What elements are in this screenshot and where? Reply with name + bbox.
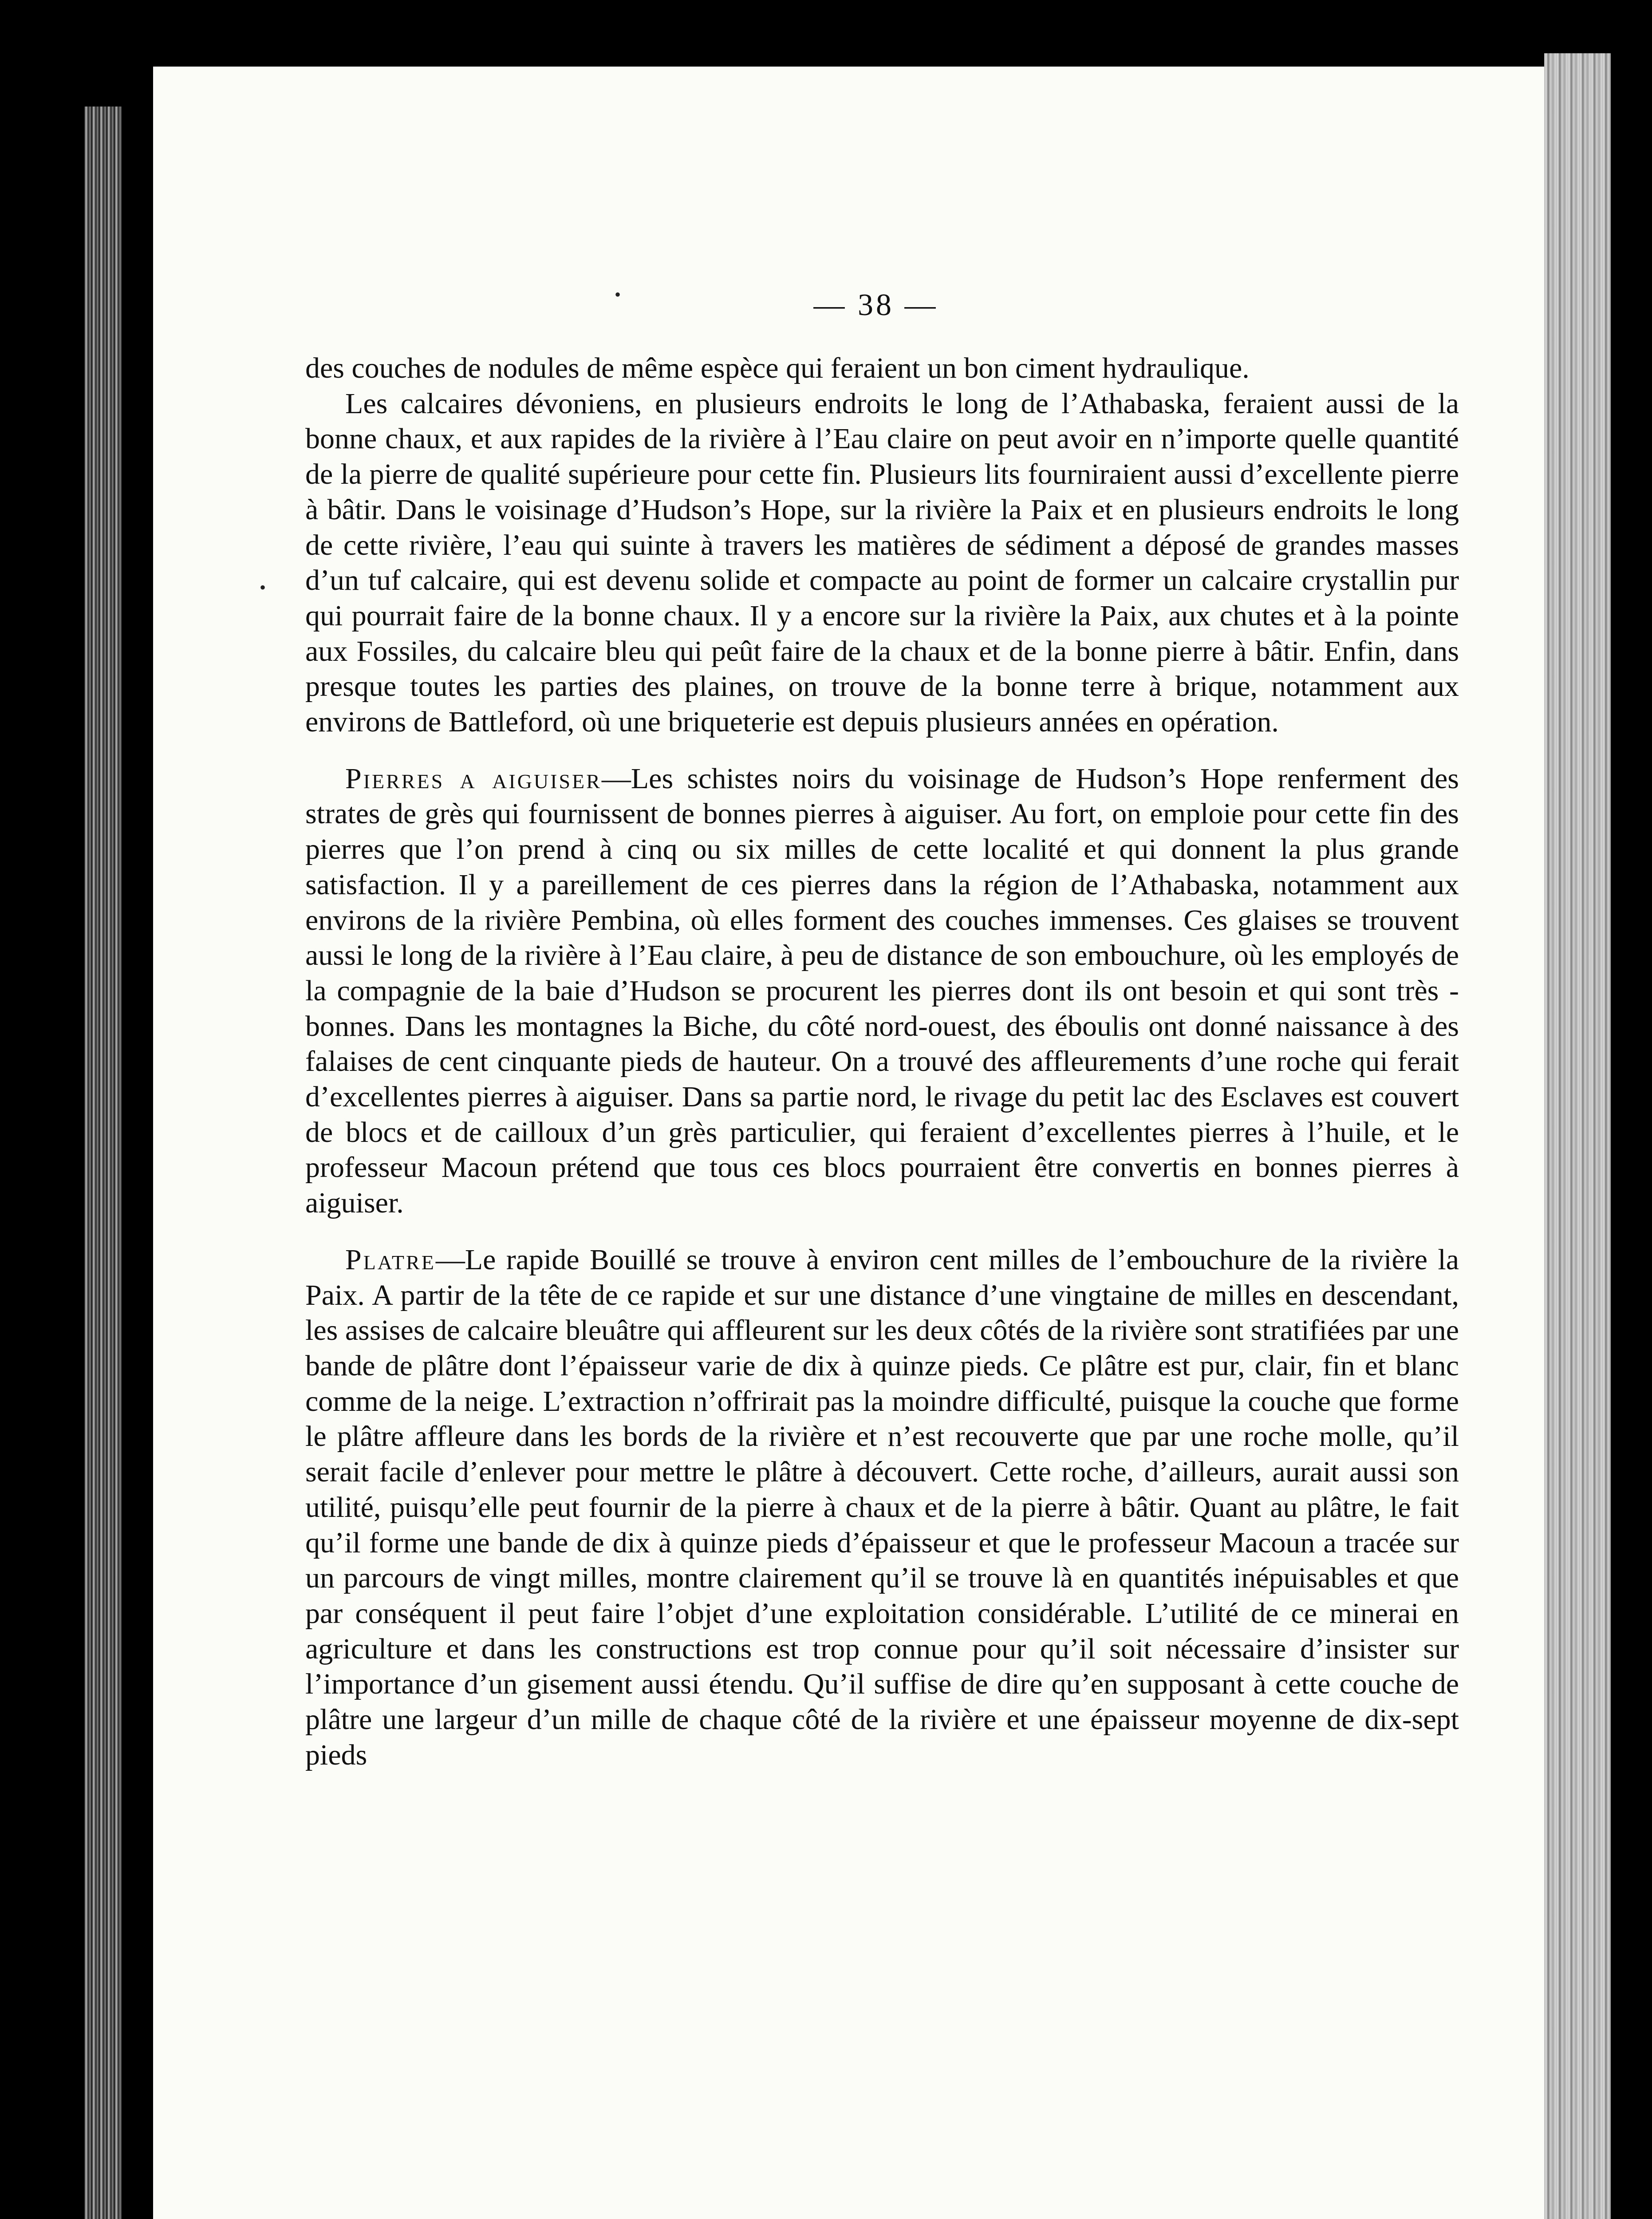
body-text xyxy=(305,351,1459,1773)
paragraph-text: —Le rapide Bouillé se trouve à environ cent milles de l’embouchure de la rivière la Paix. A partir de la tête de ce rapide et sur une distance d’une vingtaine de milles en descendant, les assises de calcaire bleuâtre qui affleurent sur les deux côtés de la rivière sont stratifiées par une bande de plâtre dont l’épaisseur varie de dix à quinze pieds. Ce plâtre est pur, clair, fin et blanc comme de la neige. L’extraction n’offrirait pas la moindre difficulté, puisque la couche que forme le plâtre affleure dans les bords de la rivière et n’est recouverte que par une roche molle, qu’il serait facile d’enlever pour mettre le plâtre à découvert. Cette roche, d’ailleurs, aurait aussi son utilité, puisqu’elle peut fournir de la pierre à chaux et de la pierre à bâtir. Quant au plâtre, le fait qu’il forme une bande de dix à quinze pieds d’épaisseur et que le professeur Macoun a tracée sur un parcours de vingt milles, montre clairement qu’il se trouve là en quantités inépuisables et que par conséquent il peut faire l’objet d’une exploitation considérable. L’utilité de ce minerai en agriculture et dans les constructions est trop connue pour qu’il soit nécessaire d’insister sur l’importance d’un gisement aussi étendu. Qu’il suffise de dire qu’en supposant à cette couche de plâtre une largeur d’un mille de chaque côté de la rivière et une épaisseur moyenne de dix-sept pieds xyxy=(305,1243,1459,1771)
binding-edge-left xyxy=(84,107,122,2219)
margin-mark: • xyxy=(260,577,266,597)
page-edges-right xyxy=(1544,53,1611,2219)
speck-mark: • xyxy=(615,284,621,304)
page-number: — 38 — xyxy=(813,288,938,322)
section-heading: Pierres a aiguiser xyxy=(345,762,602,795)
paragraph-platre xyxy=(305,1242,1459,1773)
paragraph-text: —Les schistes noirs du voisinage de Hudson’s Hope renferment des strates de grès qui fournissent de bonnes pierres à aiguiser. Au fort, on emploie pour cette fin des pierres que l’on prend à cinq ou six milles de cette localité et qui donnent la plus grande satisfaction. Il y a pareillement de ces pierres dans la région de l’Athabaska, notamment aux environs de la rivière Pembina, où elles forment des couches immenses. Ces glaises se trouvent aussi le long de la rivière à l’Eau claire, à peu de distance de son embouchure, où les employés de la compagnie de la baie d’Hudson se procurent les pierres dont ils ont besoin et qui sont très - bonnes. Dans les montagnes la Biche, du côté nord-ouest, des éboulis ont donné naissance à des falaises de cent cinquante pieds de hauteur. On a trouvé des affleurements d’une roche qui ferait d’excellentes pierres à aiguiser. Dans sa partie nord, le rivage du petit lac des Esclaves est couvert de blocs et de cailloux d’un grès particulier, qui feraient d’excellentes pierres à l’huile, et le professeur Macoun prétend que tous ces blocs pourraient être convertis en bonnes pierres à aiguiser. xyxy=(305,762,1459,1220)
paragraph-calcaires xyxy=(305,386,1459,740)
paragraph-text: des couches de nodules de même espèce qui feraient un bon ciment hydraulique. xyxy=(305,352,1250,384)
paragraph-text: Les calcaires dévoniens, en plusieurs endroits le long de l’Athabaska, feraient aussi de la bonne chaux, et aux rapides de la rivière à l’Eau claire on peut avoir en n’importe quelle quantité de la pierre de qualité supérieure pour cette fin. Plusieurs lits fourniraient aussi d’excellente pierre à bâtir. Dans le voisinage d’Hudson’s Hope, sur la rivière la Paix et en plusieurs endroits le long de cette rivière, l’eau qui suinte à travers les matières de sédiment a déposé de grandes masses d’un tuf calcaire, qui est devenu solide et compacte au point de former un calcaire crystallin pur qui pourrait faire de la bonne chaux. Il y a encore sur la rivière la Paix, aux chutes et à la pointe aux Fossiles, du calcaire bleu qui peût faire de la chaux et de la bonne pierre à bâtir. Enfin, dans presque toutes les parties des plaines, on trouve de la bonne terre à brique, notamment aux environs de Battleford, où une briqueterie est depuis plusieurs années en opération. xyxy=(305,387,1459,738)
paragraph-pierres-a-aiguiser xyxy=(305,761,1459,1221)
section-heading: Platre xyxy=(345,1243,436,1276)
paragraph-continuation xyxy=(305,351,1459,386)
